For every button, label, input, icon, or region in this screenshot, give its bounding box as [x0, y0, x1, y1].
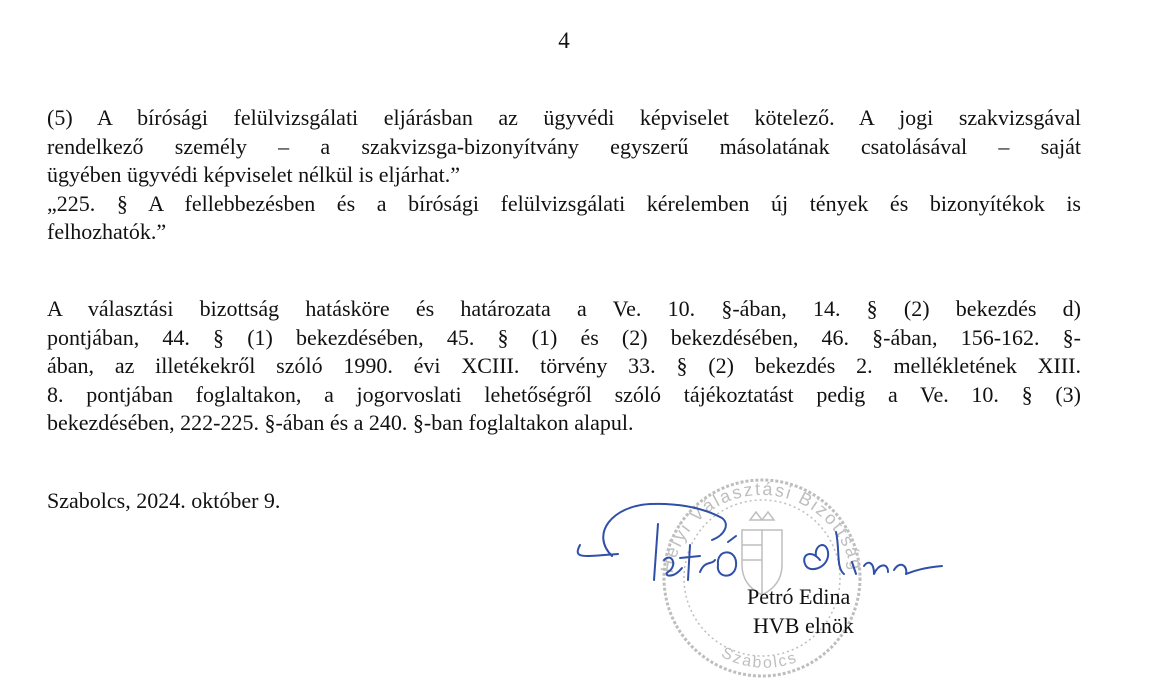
- paragraph-line: felhozhatók.”: [47, 219, 167, 244]
- official-stamp: [657, 479, 867, 676]
- stamp-top-text: [657, 479, 867, 575]
- page-number: 4: [558, 28, 570, 53]
- paragraph-2: [47, 295, 1081, 438]
- signer-name: Petró Edina: [747, 584, 851, 609]
- paragraph-line: bekezdésében, 222-225. §-ában és a 240. §-ban foglaltakon alapul.: [47, 410, 634, 435]
- stamp-bottom-textpath: Szabolcs: [718, 644, 801, 672]
- stamp-outer-ring: [664, 480, 860, 676]
- paragraph-line: (5) A bírósági felülvizsgálati eljárásban az ügyvédi képviselet kötelező. A jogi szakvizsgával: [47, 105, 1081, 130]
- stamp-bottom-text: [719, 644, 800, 671]
- stamp-top-textpath: Helyi Választási Bizottság: [656, 478, 867, 575]
- paragraph-line: ügyében ügyvédi képviselet nélkül is eljárhat.”: [47, 162, 460, 187]
- signer-title: HVB elnök: [753, 613, 854, 638]
- handwritten-signature: [578, 504, 942, 580]
- paragraph-line: „225. § A fellebbezésben és a bírósági felülvizsgálati kérelemben új tények és bizonyítékok is: [47, 190, 1081, 216]
- paragraph-line: pontjában, 44. § (1) bekezdésében, 45. § (1) és (2) bekezdésében, 46. §-ában, 156-162. §-: [47, 324, 1081, 350]
- paragraph-line: A választási bizottság hatásköre és határozata a Ve. 10. §-ában, 14. § (2) bekezdés d): [47, 296, 1081, 321]
- paragraph-line: ában, az illetékekről szóló 1990. évi XCIII. törvény 33. § (2) bekezdés 2. mellékletének XIII.: [47, 353, 1081, 378]
- paragraph-1: [47, 104, 1081, 247]
- place-date: Szabolcs, 2024. október 9.: [47, 488, 281, 513]
- paragraph-line: 8. pontjában foglaltakon, a jogorvoslati lehetőségről szóló tájékoztatást pedig a Ve. 10. § (3): [47, 381, 1081, 407]
- paragraph-line: rendelkező személy – a szakvizsga-bizonyítvány egyszerű másolatának csatolásával – saját: [47, 133, 1081, 159]
